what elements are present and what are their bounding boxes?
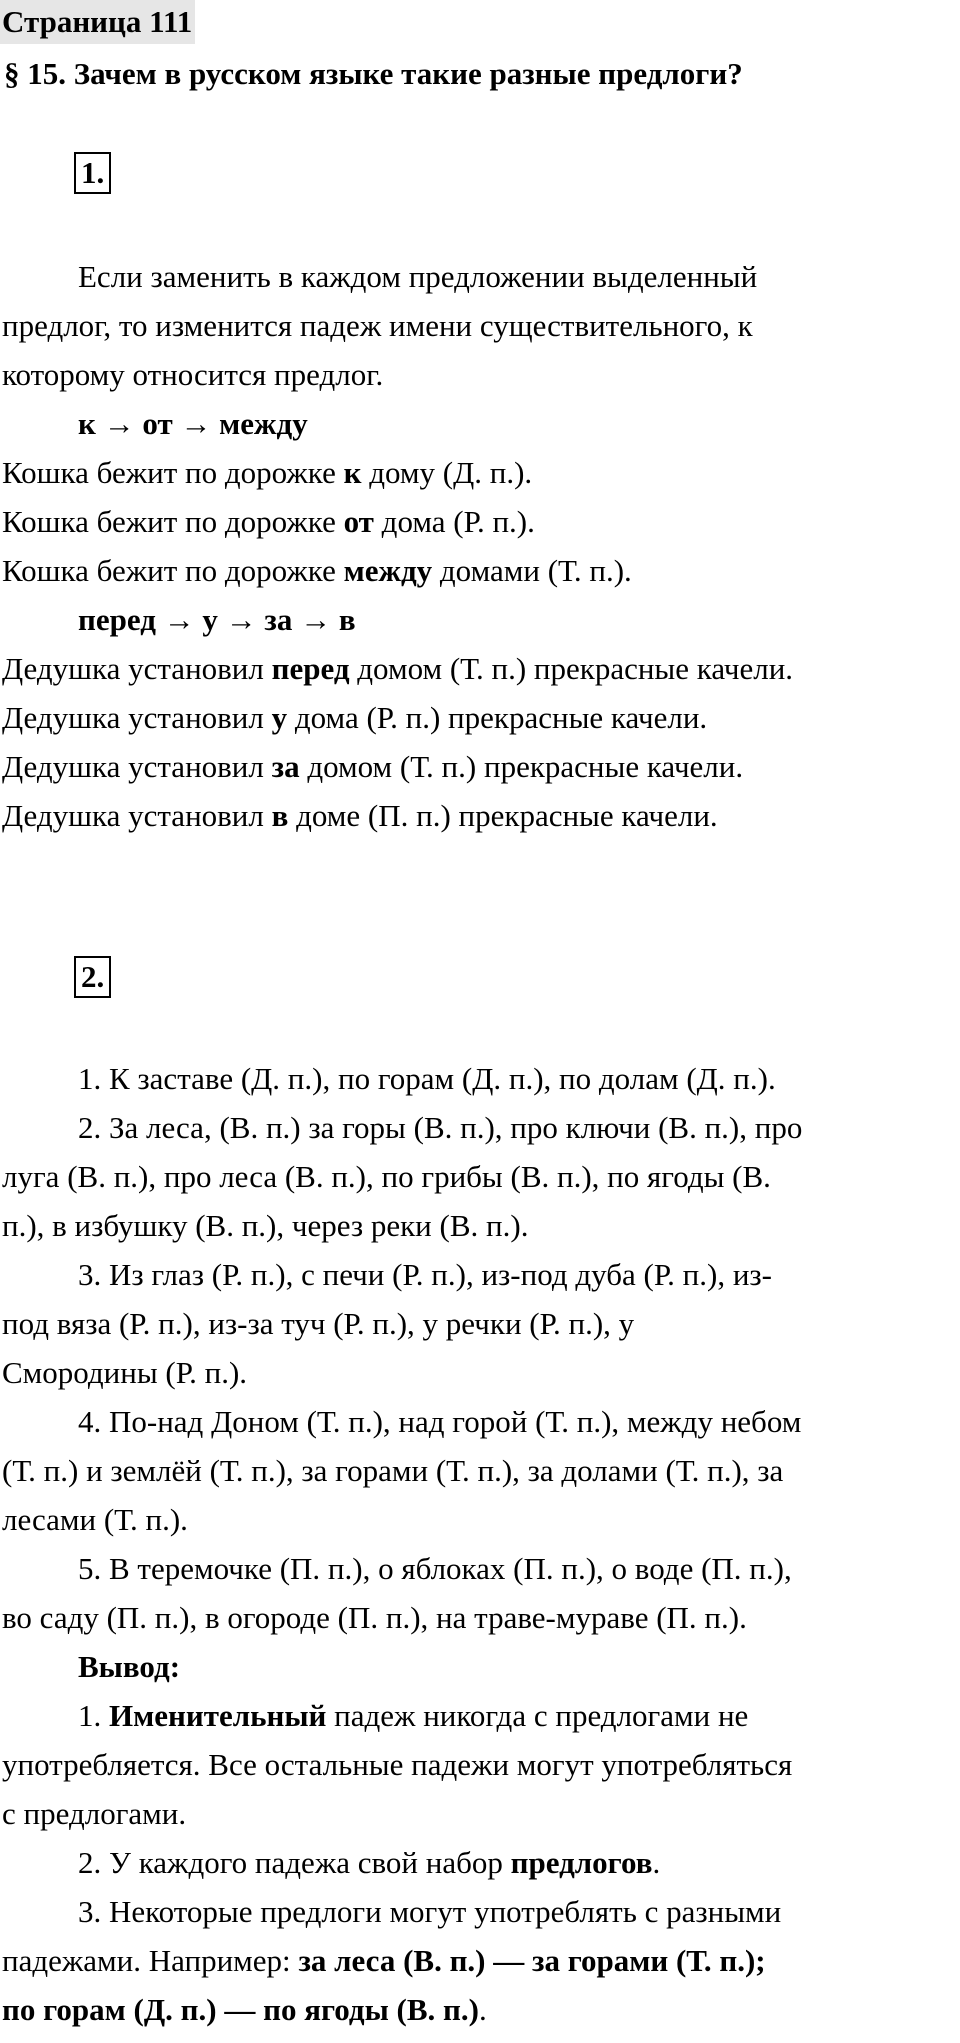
intro-line: которому относится предлог. — [2, 357, 384, 392]
conclusion-line: 1. Именительный падеж никогда с предлогами не — [78, 1698, 749, 1733]
answer-line: лесами (Т. п.). — [2, 1502, 188, 1537]
answer-line: 2. За леса, (В. п.) за горы (В. п.), про ключи (В. п.), про — [78, 1110, 803, 1145]
conclusion-line: 3. Некоторые предлоги могут употреблять с разными — [78, 1894, 782, 1929]
answer-line: 3. Из глаз (Р. п.), с печи (Р. п.), из-под дуба (Р. п.), из- — [78, 1257, 773, 1292]
answer-line: п.), в избушку (В. п.), через реки (В. п.). — [2, 1208, 529, 1243]
example-sentence: Кошка бежит по дорожке между домами (Т. п.). — [2, 553, 632, 588]
example-sentence: Дедушка установил в доме (П. п.) прекрасные качели. — [2, 798, 718, 833]
task-2-number: 2. — [74, 956, 111, 998]
preposition-chain-1: к → от → между — [78, 406, 308, 441]
answer-line: 4. По-над Доном (Т. п.), над горой (Т. п.), между небом — [78, 1404, 802, 1439]
answer-line: (Т. п.) и землёй (Т. п.), за горами (Т. п.), за долами (Т. п.), за — [2, 1453, 784, 1488]
answer-line: луга (В. п.), про леса (В. п.), по грибы (В. п.), по ягоды (В. — [2, 1159, 771, 1194]
example-sentence: Кошка бежит по дорожке к дому (Д. п.). — [2, 455, 533, 490]
answer-line: во саду (П. п.), в огороде (П. п.), на траве-мураве (П. п.). — [2, 1600, 747, 1635]
task-1-body — [2, 252, 958, 840]
answer-line: под вяза (Р. п.), из-за туч (Р. п.), у речки (Р. п.), у — [2, 1306, 635, 1341]
example-sentence: Дедушка установил за домом (Т. п.) прекрасные качели. — [2, 749, 744, 784]
conclusion-line: по горам (Д. п.) — по ягоды (В. п.). — [2, 1992, 487, 2027]
task-1-number: 1. — [74, 152, 111, 194]
intro-line: Если заменить в каждом предложении выделенный — [78, 259, 758, 294]
intro-line: предлог, то изменится падеж имени существительного, к — [2, 308, 753, 343]
answer-line: Смородины (Р. п.). — [2, 1355, 248, 1390]
task-2-body — [2, 1054, 958, 2034]
section-title: § 15. Зачем в русском языке такие разные предлоги? — [4, 56, 743, 91]
conclusion-line: падежами. Например: за леса (В. п.) — за горами (Т. п.); — [2, 1943, 766, 1978]
conclusion-line: 2. У каждого падежа свой набор предлогов. — [78, 1845, 661, 1880]
preposition-chain-2: перед → у → за → в — [78, 602, 356, 637]
conclusion-title: Вывод: — [78, 1649, 181, 1684]
example-sentence: Кошка бежит по дорожке от дома (Р. п.). — [2, 504, 535, 539]
answer-line: 5. В теремочке (П. п.), о яблоках (П. п.), о воде (П. п.), — [78, 1551, 792, 1586]
page-label: Страница 111 — [0, 0, 195, 44]
answer-line: 1. К заставе (Д. п.), по горам (Д. п.), по долам (Д. п.). — [78, 1061, 776, 1096]
conclusion-line: с предлогами. — [2, 1796, 187, 1831]
conclusion-line: употребляется. Все остальные падежи могут употребляться — [2, 1747, 793, 1782]
example-sentence: Дедушка установил перед домом (Т. п.) прекрасные качели. — [2, 651, 794, 686]
example-sentence: Дедушка установил у дома (Р. п.) прекрасные качели. — [2, 700, 708, 735]
